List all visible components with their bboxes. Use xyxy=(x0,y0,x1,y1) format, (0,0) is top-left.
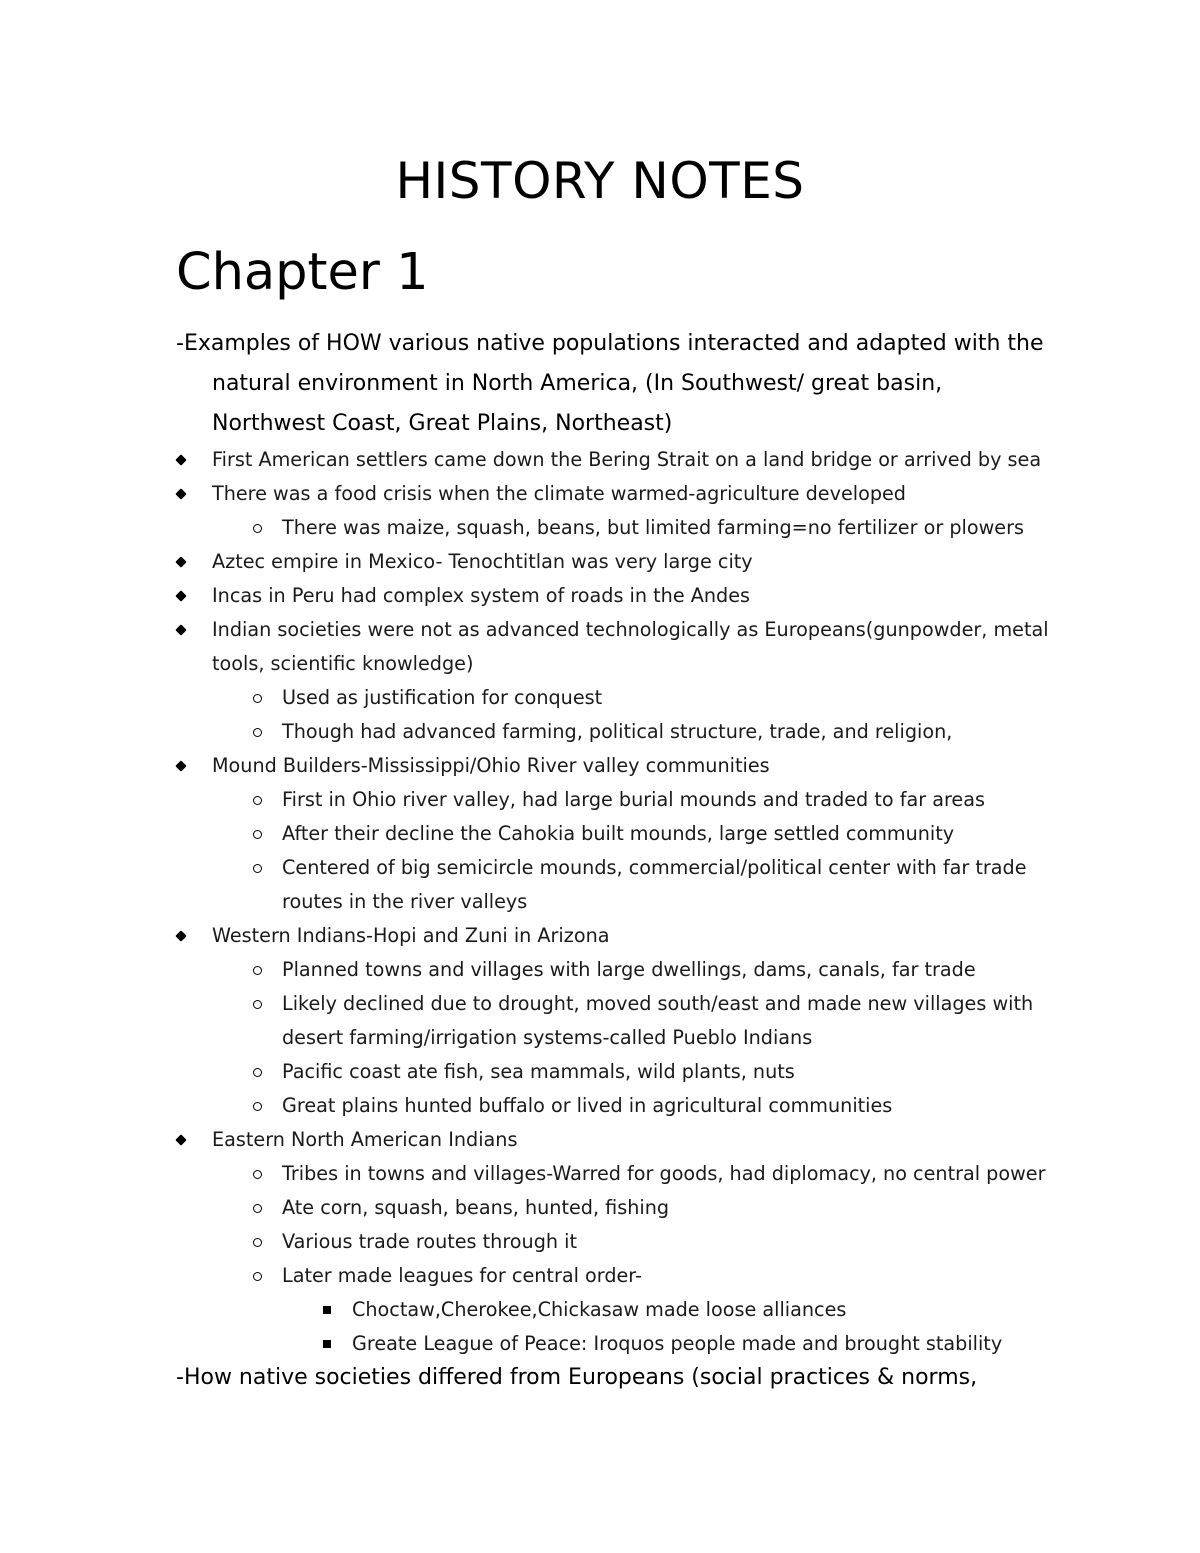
circle-bullet-icon xyxy=(248,715,266,749)
list-item-text: After their decline the Cahokia built mounds, large settled community xyxy=(282,822,955,845)
list-item-text: There was a food crisis when the climate warmed-agriculture developed xyxy=(212,482,906,505)
square-bullet-icon xyxy=(318,1293,336,1327)
list-item xyxy=(0,477,1062,511)
list-item-text: Likely declined due to drought, moved south/east and made new villages with desert farming/irrigation systems-called Pueblo Indians xyxy=(282,992,1034,1049)
list-item-text: First in Ohio river valley, had large burial mounds and traded to far areas xyxy=(282,788,985,811)
circle-bullet-icon xyxy=(248,987,266,1021)
list-item-text: Pacific coast ate fish, sea mammals, wild plants, nuts xyxy=(282,1060,795,1083)
circle-bullet-icon xyxy=(248,511,266,545)
list-item-text: Western Indians-Hopi and Zuni in Arizona xyxy=(212,924,610,947)
list-item xyxy=(0,715,1062,749)
list-item-text: There was maize, squash, beans, but limited farming=no fertilizer or plowers xyxy=(282,516,1024,539)
list-item-text: Choctaw,Cherokee,Chickasaw made loose alliances xyxy=(352,1298,847,1321)
notes-bullet-list xyxy=(0,443,1200,1361)
list-item xyxy=(0,953,1062,987)
circle-bullet-icon xyxy=(248,1225,266,1259)
circle-bullet-icon xyxy=(248,1191,266,1225)
disc-bullet-icon xyxy=(172,919,190,953)
intro-paragraph-text: -Examples of HOW various native populations interacted and adapted with the natural environment in North America, (In Southwest/ great basin, Northwest Coast, Great Plains, Northeast) xyxy=(176,331,1044,436)
circle-bullet-icon xyxy=(248,783,266,817)
list-item-text: First American settlers came down the Bering Strait on a land bridge or arrived by sea xyxy=(212,448,1042,471)
list-item xyxy=(0,1225,1062,1259)
list-item xyxy=(0,511,1062,545)
list-item xyxy=(0,613,1062,681)
list-item xyxy=(0,749,1062,783)
list-item-text: Used as justification for conquest xyxy=(282,686,603,709)
list-item-text: Later made leagues for central order- xyxy=(282,1264,642,1287)
list-item xyxy=(0,851,1062,919)
list-item xyxy=(0,1293,1062,1327)
document-title: HISTORY NOTES xyxy=(395,152,805,210)
disc-bullet-icon xyxy=(172,545,190,579)
square-bullet-icon xyxy=(318,1327,336,1361)
list-item xyxy=(0,1157,1062,1191)
intro-paragraph xyxy=(176,324,1056,444)
list-item xyxy=(0,1123,1062,1157)
list-item xyxy=(0,1259,1062,1293)
list-item-text: Centered of big semicircle mounds, commercial/political center with far trade routes in the river valleys xyxy=(282,856,1027,913)
list-item-text: Various trade routes through it xyxy=(282,1230,577,1253)
list-item xyxy=(0,919,1062,953)
circle-bullet-icon xyxy=(248,1259,266,1293)
list-item-text: Though had advanced farming, political structure, trade, and religion, xyxy=(282,720,953,743)
chapter-heading: Chapter 1 xyxy=(176,243,429,302)
list-item xyxy=(0,1327,1062,1361)
disc-bullet-icon xyxy=(172,477,190,511)
list-item xyxy=(0,1055,1062,1089)
circle-bullet-icon xyxy=(248,681,266,715)
disc-bullet-icon xyxy=(172,749,190,783)
list-item-text: Greate League of Peace: Iroquos people made and brought stability xyxy=(352,1332,1003,1355)
list-item xyxy=(0,545,1062,579)
list-item-text: Indian societies were not as advanced technologically as Europeans(gunpowder, metal tools, scientific knowledge) xyxy=(212,618,1049,675)
list-item-text: Planned towns and villages with large dwellings, dams, canals, far trade xyxy=(282,958,976,981)
list-item xyxy=(0,579,1062,613)
list-item xyxy=(0,817,1062,851)
disc-bullet-icon xyxy=(172,579,190,613)
circle-bullet-icon xyxy=(248,1055,266,1089)
list-item-text: Ate corn, squash, beans, hunted, fishing xyxy=(282,1196,670,1219)
list-item xyxy=(0,681,1062,715)
list-item-text: Eastern North American Indians xyxy=(212,1128,518,1151)
list-item xyxy=(0,1191,1062,1225)
list-item-text: Great plains hunted buffalo or lived in agricultural communities xyxy=(282,1094,893,1117)
disc-bullet-icon xyxy=(172,613,190,647)
circle-bullet-icon xyxy=(248,851,266,885)
list-item xyxy=(0,1089,1062,1123)
circle-bullet-icon xyxy=(248,1157,266,1191)
circle-bullet-icon xyxy=(248,953,266,987)
list-item-text: Incas in Peru had complex system of roads in the Andes xyxy=(212,584,751,607)
list-item-text: Aztec empire in Mexico- Tenochtitlan was very large city xyxy=(212,550,753,573)
circle-bullet-icon xyxy=(248,1089,266,1123)
disc-bullet-icon xyxy=(172,1123,190,1157)
list-item xyxy=(0,987,1062,1055)
list-item-text: Tribes in towns and villages-Warred for goods, had diplomacy, no central power xyxy=(282,1162,1046,1185)
circle-bullet-icon xyxy=(248,817,266,851)
disc-bullet-icon xyxy=(172,443,190,477)
list-item-text: Mound Builders-Mississippi/Ohio River valley communities xyxy=(212,754,770,777)
list-item xyxy=(0,443,1062,477)
closing-paragraph: -How native societies differed from Europeans (social practices & norms, xyxy=(176,1365,978,1390)
list-item xyxy=(0,783,1062,817)
